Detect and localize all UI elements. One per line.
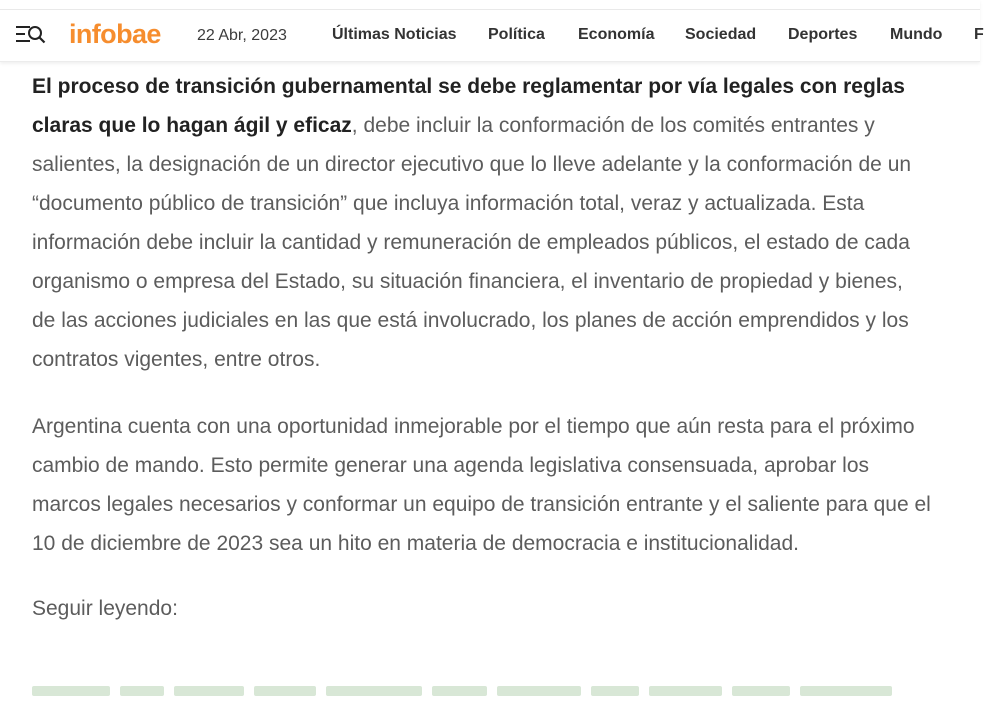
infobae-logo[interactable]: infobae [69, 19, 161, 49]
continue-reading-label: Seguir leyendo: [32, 597, 178, 620]
related-links-preview [32, 686, 932, 700]
article-paragraph-1-bold: El proceso de transición gubernamental se debe reglamentar por vía legales con reglas claras que lo hagan ágil y eficaz [32, 75, 905, 137]
menu-search-icon[interactable] [16, 25, 46, 45]
nav-mundo[interactable]: Mundo [890, 26, 943, 43]
article-paragraph-1 [32, 67, 932, 379]
article-paragraph-2: Argentina cuenta con una oportunidad inmejorable por el tiempo que aún resta para el próximo cambio de mando. Esto permite generar una agenda legislativa consensuada, aprobar los marcos legales necesarios y conformar un equipo de transición entrante y el saliente para que el 10 de diciembre de 2023 sea un hito en materia de democracia e institucionalidad. [32, 415, 931, 555]
site-header [0, 0, 984, 62]
article-paragraph-1-text: , debe incluir la conformación de los comités entrantes y salientes, la designación de un director ejecutivo que lo lleve adelante y la conformación de un “documento público de transición” que incluya información total, veraz y actualizada. Esta información debe incluir la cantidad y remuneración de empleados públicos, el estado de cada organismo o empresa del Estado, su situación financiera, el inventario de propiedad y bienes, de las acciones judiciales en las que está involucrado, los planes de acción emprendidos y los contratos vigentes, entre otros. [32, 114, 912, 371]
article-body [32, 67, 932, 628]
nav-sociedad[interactable]: Sociedad [685, 26, 757, 43]
header-top-divider [0, 9, 980, 10]
nav-truncated-item[interactable]: F [974, 26, 984, 43]
nav-deportes[interactable]: Deportes [788, 26, 858, 43]
header-date: 22 Abr, 2023 [197, 27, 287, 44]
nav-politica[interactable]: Política [488, 26, 545, 43]
nav-economia[interactable]: Economía [578, 26, 655, 43]
nav-ultimas-noticias[interactable]: Últimas Noticias [332, 26, 457, 43]
